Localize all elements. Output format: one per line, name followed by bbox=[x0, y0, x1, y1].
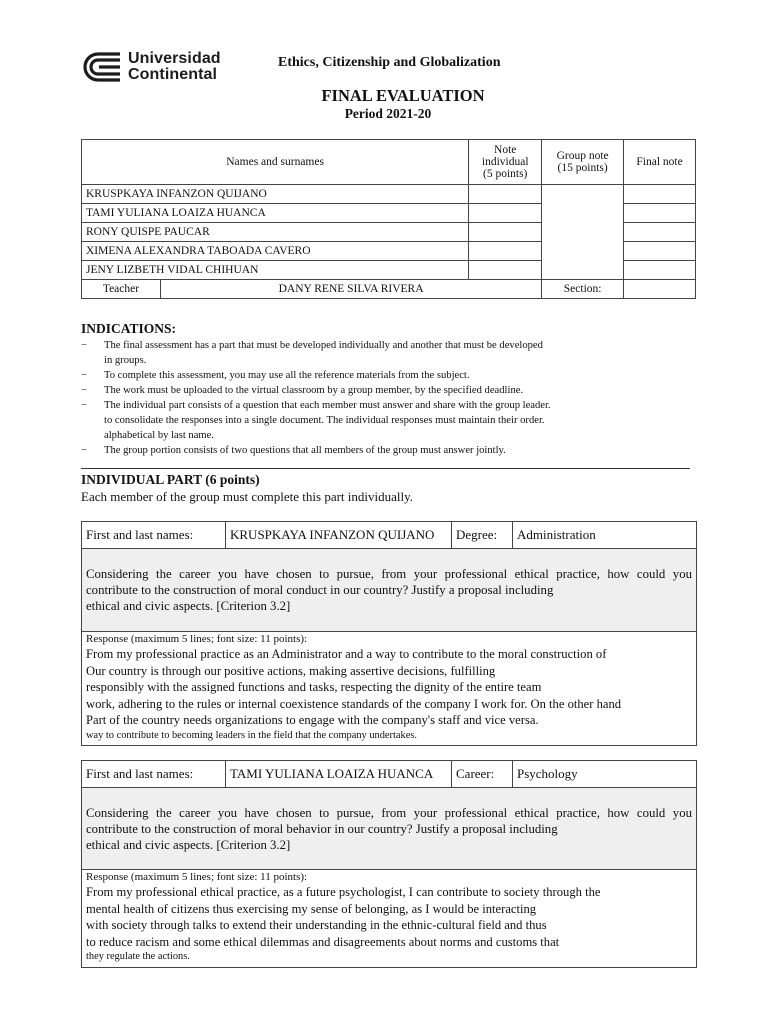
response-line: with society through talks to extend their understanding in the ethnic-cultural field and thus bbox=[86, 918, 547, 932]
section-label: Section: bbox=[542, 280, 624, 299]
divider bbox=[81, 468, 690, 469]
response-label: Response (maximum 5 lines; font size: 11 points): bbox=[86, 871, 308, 883]
period-label: Period 2021-20 bbox=[344, 106, 432, 121]
student-name: TAMI YULIANA LOAIZA HUANCA bbox=[82, 204, 469, 223]
response-line: Part of the country needs organizations to engage with the company's staff and vice versa. bbox=[86, 713, 539, 727]
question-block bbox=[82, 549, 696, 632]
course-title: Ethics, Citizenship and Globalization bbox=[278, 55, 501, 70]
student-name: KRUSPKAYA INFANZON QUIJANO bbox=[226, 522, 452, 548]
logo-mark-icon bbox=[82, 50, 122, 84]
teacher-name: DANY RENE SILVA RIVERA bbox=[160, 280, 541, 299]
student-name: KRUSPKAYA INFANZON QUIJANO bbox=[82, 185, 469, 204]
logo-text bbox=[128, 51, 221, 83]
degree-label: Degree: bbox=[452, 522, 513, 548]
header-final-note: Final note bbox=[624, 140, 696, 185]
logo-line-1: Universidad bbox=[128, 50, 221, 67]
final-note-cell bbox=[624, 261, 696, 280]
response-line: From my professional practice as an Administrator and a way to contribute to the moral construction of bbox=[86, 647, 607, 661]
question-line: ethical and civic aspects. [Criterion 3.2] bbox=[86, 838, 291, 852]
logo-line-2: Continental bbox=[128, 66, 218, 83]
response-box-2 bbox=[81, 760, 697, 968]
indications-list bbox=[81, 338, 661, 458]
list-item: − The final assessment has a part that must be developed individually and another that must be developed in groups. bbox=[81, 338, 661, 368]
student-name: TAMI YULIANA LOAIZA HUANCA bbox=[226, 761, 452, 787]
list-item: − The group portion consists of two questions that all members of the group must answer jointly. bbox=[81, 443, 661, 458]
question-line: contribute to the construction of moral conduct in our country? Justify a proposal including bbox=[86, 583, 554, 597]
response-label: Response (maximum 5 lines; font size: 11 points): bbox=[86, 633, 308, 645]
response-line: From my professional ethical practice, as a future psychologist, I can contribute to society through the bbox=[86, 885, 601, 899]
group-note-cell bbox=[542, 185, 624, 280]
career-value: Psychology bbox=[517, 766, 578, 781]
response-line: work, adhering to the rules or internal coexistence standards of the company I work for. On the other hand bbox=[86, 696, 622, 711]
response-line: Our country is through our positive actions, making assertive decisions, fulfilling bbox=[86, 663, 496, 678]
name-label: First and last names: bbox=[82, 761, 226, 787]
note-individual-cell bbox=[469, 261, 542, 280]
list-item: − To complete this assessment, you may use all the reference materials from the subject. bbox=[81, 368, 661, 383]
note-individual-cell bbox=[469, 204, 542, 223]
response-line: they regulate the actions. bbox=[86, 951, 190, 962]
career-label: Career: bbox=[452, 761, 513, 787]
note-individual-cell bbox=[469, 185, 542, 204]
note-individual-cell bbox=[469, 242, 542, 261]
evaluation-title: FINAL EVALUATION bbox=[321, 86, 485, 105]
student-name: RONY QUISPE PAUCAR bbox=[82, 223, 469, 242]
teacher-row bbox=[82, 280, 696, 299]
final-note-cell bbox=[624, 223, 696, 242]
note-individual-cell bbox=[469, 223, 542, 242]
table-header-row bbox=[82, 140, 696, 185]
response-box-1 bbox=[81, 521, 697, 746]
response-line: way to contribute to becoming leaders in the field that the company undertakes. bbox=[86, 729, 417, 741]
list-item: − The individual part consists of a question that each member must answer and share with the group leader. to consolidate the responses into a single document. The individual responses must maintain their order. alphabetical by last name. bbox=[81, 398, 661, 443]
individual-part-subtitle: Each member of the group must complete this part individually. bbox=[81, 489, 414, 504]
final-note-cell bbox=[624, 204, 696, 223]
student-info-row bbox=[82, 522, 696, 549]
response-block bbox=[82, 632, 696, 743]
section-value-cell bbox=[624, 280, 696, 299]
table-row bbox=[82, 185, 696, 204]
student-info-row bbox=[82, 761, 696, 788]
header-group-note: Group note (15 points) bbox=[542, 140, 624, 185]
response-line: to reduce racism and some ethical dilemmas and disagreements about norms and customs that bbox=[86, 934, 560, 949]
final-note-cell bbox=[624, 185, 696, 204]
individual-part-title: INDIVIDUAL PART (6 points) bbox=[81, 472, 260, 487]
final-note-cell bbox=[624, 242, 696, 261]
header-names: Names and surnames bbox=[82, 140, 469, 185]
students-table bbox=[81, 139, 696, 299]
response-line: responsibly with the assigned functions and tasks, respecting the dignity of the entire team bbox=[86, 680, 542, 694]
question-line: Considering the career you have chosen to pursue, from your professional ethical practice, how could you bbox=[86, 567, 692, 581]
question-line: Considering the career you have chosen to pursue, from your professional ethical practice, how could you bbox=[86, 806, 692, 820]
question-block bbox=[82, 788, 696, 870]
degree-value: Administration bbox=[517, 527, 596, 542]
list-item: − The work must be uploaded to the virtual classroom by a group member, by the specified deadline. bbox=[81, 383, 661, 398]
question-line: contribute to the construction of moral behavior in our country? Justify a proposal including bbox=[86, 822, 558, 836]
student-name: JENY LIZBETH VIDAL CHIHUAN bbox=[82, 261, 469, 280]
teacher-label: Teacher bbox=[82, 280, 161, 299]
name-label: First and last names: bbox=[82, 522, 226, 548]
response-block bbox=[82, 870, 696, 964]
indications-title: INDICATIONS: bbox=[81, 321, 177, 336]
university-logo bbox=[82, 50, 221, 84]
header-note-individual: Note individual (5 points) bbox=[469, 140, 542, 185]
question-line: ethical and civic aspects. [Criterion 3.2] bbox=[86, 599, 291, 613]
student-name: XIMENA ALEXANDRA TABOADA CAVERO bbox=[82, 242, 469, 261]
response-line: mental health of citizens thus exercising my sense of belonging, as I would be interacting bbox=[86, 901, 537, 916]
